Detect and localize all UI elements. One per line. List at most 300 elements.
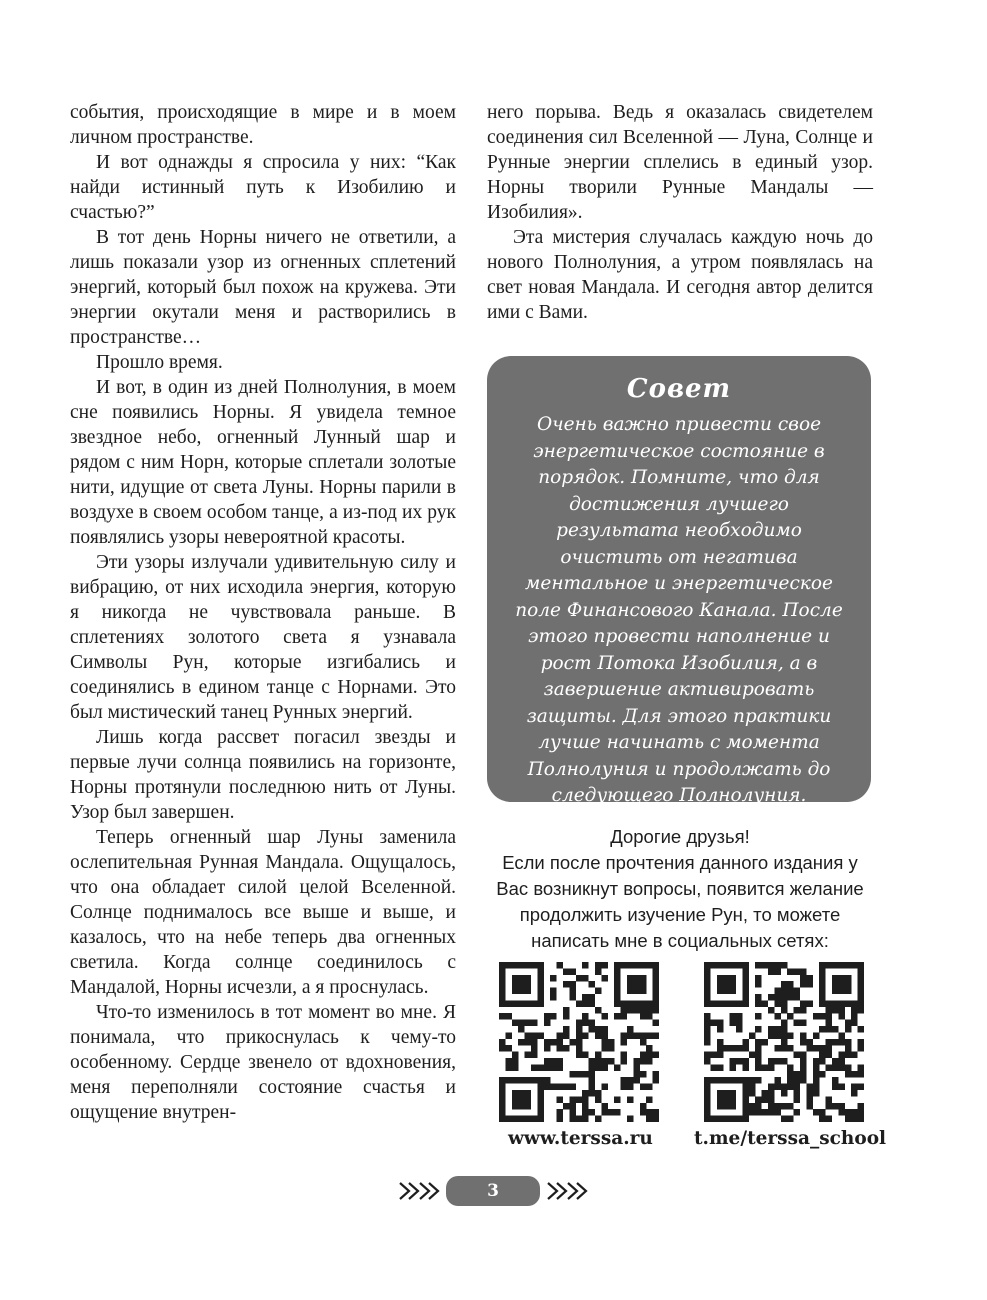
- qr-module: [704, 1013, 711, 1020]
- qr-module: [832, 1084, 839, 1091]
- qr-module: [525, 981, 532, 988]
- qr-module: [730, 1116, 737, 1122]
- qr-module: [499, 1039, 506, 1046]
- tip-text: Очень важно привести свое энергетическое состояние в порядок. Помните, что для достижения лучшего результата необходимо очистить от негатива ментальное и энергетическое поле Финансового Канала. После этого провести наполнение и рост Потока Изобилия, а в завершение активировать защиты. Для этого практики лучше начинать с момента Полнолуния и продолжать до следующего Полнолуния.: [515, 414, 843, 806]
- qr-module: [512, 962, 519, 969]
- qr-module: [646, 1109, 653, 1116]
- telegram-link[interactable]: t.me/terssa_school: [694, 1128, 887, 1149]
- qr-module: [512, 1052, 519, 1059]
- qr-module: [781, 1103, 788, 1110]
- qr-module: [845, 1039, 852, 1046]
- qr-module: [627, 1032, 634, 1039]
- qr-module: [858, 1045, 864, 1052]
- qr-module: [614, 1013, 621, 1020]
- qr-module: [557, 1096, 564, 1103]
- qr-module: [589, 1109, 596, 1116]
- qr-module: [717, 975, 724, 982]
- qr-module: [858, 1026, 864, 1033]
- qr-module: [730, 1096, 737, 1103]
- qr-module: [569, 981, 576, 988]
- qr-module: [601, 1084, 608, 1091]
- qr-module: [794, 1096, 801, 1103]
- qr-module: [499, 1013, 506, 1020]
- qr-module: [755, 1103, 762, 1110]
- qr-module: [525, 1000, 532, 1007]
- qr-module: [813, 1032, 820, 1039]
- qr-module: [781, 1039, 788, 1046]
- qr-module: [525, 975, 532, 982]
- qr-module: [614, 981, 621, 988]
- qr-module: [774, 988, 781, 995]
- qr-module: [813, 1064, 820, 1071]
- qr-module: [858, 975, 864, 982]
- qr-module: [595, 1032, 602, 1039]
- qr-module: [826, 1020, 833, 1027]
- qr-module: [717, 1116, 724, 1122]
- qr-module: [723, 1096, 730, 1103]
- qr-module: [582, 1052, 589, 1059]
- qr-module: [525, 1032, 532, 1039]
- qr-module: [653, 962, 659, 969]
- qr-module: [781, 1007, 788, 1014]
- qr-module: [742, 1116, 749, 1122]
- qr-module: [787, 1071, 794, 1078]
- qr-module: [742, 968, 749, 975]
- qr-module: [646, 962, 653, 969]
- paragraph: Прошло время.: [96, 352, 223, 373]
- qr-module: [838, 1052, 845, 1059]
- qr-module: [794, 1020, 801, 1027]
- qr-module: [627, 988, 634, 995]
- qr-module: [851, 962, 858, 969]
- qr-module: [640, 1032, 647, 1039]
- qr-module: [755, 1052, 762, 1059]
- qr-module: [627, 1026, 634, 1033]
- qr-module: [787, 994, 794, 1001]
- qr-module: [794, 1071, 801, 1078]
- qr-module: [794, 994, 801, 1001]
- qr-module: [800, 968, 807, 975]
- contact-block: [487, 824, 873, 954]
- qr-module: [704, 1052, 711, 1059]
- qr-module: [755, 1096, 762, 1103]
- qr-module: [640, 1013, 647, 1020]
- qr-module: [826, 1096, 833, 1103]
- qr-module: [518, 962, 525, 969]
- qr-module: [704, 994, 711, 1001]
- qr-module: [736, 1116, 743, 1122]
- qr-module: [512, 1020, 519, 1027]
- qr-module: [826, 1064, 833, 1071]
- qr-module: [704, 1090, 711, 1097]
- qr-module: [800, 975, 807, 982]
- qr-module: [774, 1013, 781, 1020]
- qr-module: [512, 975, 519, 982]
- qr-module: [589, 1020, 596, 1027]
- qr-module: [845, 1052, 852, 1059]
- qr-module: [858, 1039, 864, 1046]
- website-link[interactable]: www.terssa.ru: [508, 1128, 653, 1149]
- qr-module: [518, 1103, 525, 1110]
- qr-module: [742, 1096, 749, 1103]
- qr-module: [755, 1077, 762, 1084]
- qr-module: [499, 968, 506, 975]
- qr-module: [531, 1039, 538, 1046]
- qr-module: [531, 1020, 538, 1027]
- qr-module: [576, 975, 583, 982]
- qr-module: [845, 1071, 852, 1078]
- qr-module: [576, 1116, 583, 1122]
- qr-module: [544, 1077, 551, 1084]
- qr-module: [787, 1084, 794, 1091]
- tip-box: [487, 356, 871, 806]
- qr-module: [742, 994, 749, 1001]
- qr-module: [845, 962, 852, 969]
- double-chevron-ornament-icon: [546, 1180, 588, 1202]
- qr-module: [589, 1071, 596, 1078]
- qr-module: [858, 968, 864, 975]
- qr-module: [730, 1020, 737, 1027]
- qr-module: [717, 1077, 724, 1084]
- qr-module: [768, 994, 775, 1001]
- qr-module: [826, 1103, 833, 1110]
- qr-module: [768, 1032, 775, 1039]
- qr-module: [537, 962, 544, 969]
- qr-module: [640, 1109, 647, 1116]
- qr-module: [736, 1026, 743, 1033]
- qr-module: [601, 962, 608, 969]
- qr-module: [544, 1045, 551, 1052]
- qr-module: [755, 1058, 762, 1065]
- qr-module: [794, 1007, 801, 1014]
- qr-module: [819, 1026, 826, 1033]
- qr-module: [819, 1109, 826, 1116]
- qr-module: [704, 1058, 711, 1065]
- qr-module: [781, 1090, 788, 1097]
- qr-module: [569, 988, 576, 995]
- qr-module: [736, 1077, 743, 1084]
- qr-module: [614, 1064, 621, 1071]
- qr-module: [653, 988, 659, 995]
- qr-module: [826, 1045, 833, 1052]
- qr-module: [819, 962, 826, 969]
- qr-module: [621, 1052, 628, 1059]
- qr-module: [781, 962, 788, 969]
- qr-module: [845, 1020, 852, 1027]
- qr-module: [704, 1039, 711, 1046]
- qr-module: [851, 1084, 858, 1091]
- qr-module: [704, 1109, 711, 1116]
- qr-module: [768, 1084, 775, 1091]
- qr-module: [576, 1000, 583, 1007]
- qr-module: [838, 1058, 845, 1065]
- qr-module: [640, 975, 647, 982]
- qr-code-website: [499, 962, 659, 1122]
- qr-module: [826, 1052, 833, 1059]
- qr-module: [640, 1039, 647, 1046]
- qr-module: [787, 968, 794, 975]
- qr-module: [563, 1013, 570, 1020]
- qr-module: [768, 962, 775, 969]
- qr-module: [710, 1116, 717, 1122]
- qr-module: [851, 1007, 858, 1014]
- qr-module: [518, 1026, 525, 1033]
- qr-module: [569, 1103, 576, 1110]
- qr-module: [569, 1096, 576, 1103]
- qr-module: [595, 1096, 602, 1103]
- qr-module: [762, 1109, 769, 1116]
- qr-module: [608, 1045, 615, 1052]
- qr-module: [832, 962, 839, 969]
- qr-module: [537, 1032, 544, 1039]
- qr-module: [717, 962, 724, 969]
- qr-module: [717, 1064, 724, 1071]
- qr-module: [838, 1013, 845, 1020]
- qr-module: [582, 1096, 589, 1103]
- qr-module: [858, 1071, 864, 1078]
- qr-module: [755, 994, 762, 1001]
- qr-module: [621, 1084, 628, 1091]
- qr-module: [537, 1096, 544, 1103]
- qr-module: [838, 981, 845, 988]
- qr-module: [640, 962, 647, 969]
- qr-module: [768, 1103, 775, 1110]
- qr-module: [749, 1090, 756, 1097]
- qr-module: [704, 1020, 711, 1027]
- qr-module: [582, 975, 589, 982]
- qr-module: [544, 1064, 551, 1071]
- qr-module: [755, 1013, 762, 1020]
- qr-module: [582, 1071, 589, 1078]
- qr-module: [518, 1116, 525, 1122]
- qr-module: [614, 994, 621, 1001]
- qr-module: [858, 981, 864, 988]
- qr-module: [627, 1084, 634, 1091]
- qr-module: [601, 1058, 608, 1065]
- qr-module: [749, 1084, 756, 1091]
- qr-module: [845, 1045, 852, 1052]
- qr-module: [525, 1090, 532, 1097]
- qr-module: [717, 1026, 724, 1033]
- qr-module: [653, 1032, 659, 1039]
- qr-module: [806, 1096, 813, 1103]
- qr-module: [633, 1064, 640, 1071]
- qr-module: [838, 1039, 845, 1046]
- qr-module: [544, 1039, 551, 1046]
- qr-module: [653, 968, 659, 975]
- qr-module: [544, 1020, 551, 1027]
- qr-module: [774, 1103, 781, 1110]
- qr-module: [755, 1026, 762, 1033]
- qr-module: [537, 1077, 544, 1084]
- qr-module: [781, 1000, 788, 1007]
- qr-module: [717, 1000, 724, 1007]
- qr-module: [563, 1084, 570, 1091]
- qr-module: [813, 1013, 820, 1020]
- qr-module: [550, 1013, 557, 1020]
- qr-module: [794, 1084, 801, 1091]
- qr-module: [794, 988, 801, 995]
- qr-module: [614, 975, 621, 982]
- qr-module: [730, 1045, 737, 1052]
- qr-code-website-image: [499, 962, 659, 1122]
- qr-module: [794, 1052, 801, 1059]
- qr-module: [544, 1084, 551, 1091]
- qr-module: [512, 981, 519, 988]
- qr-module: [627, 962, 634, 969]
- qr-module: [601, 975, 608, 982]
- qr-module: [723, 962, 730, 969]
- qr-module: [589, 1090, 596, 1097]
- qr-module: [826, 1116, 833, 1122]
- qr-module: [832, 1026, 839, 1033]
- qr-module: [512, 1096, 519, 1103]
- qr-module: [710, 1064, 717, 1071]
- qr-module: [742, 962, 749, 969]
- qr-module: [858, 1116, 864, 1122]
- qr-module: [582, 1020, 589, 1027]
- qr-module: [826, 1039, 833, 1046]
- qr-module: [601, 1032, 608, 1039]
- qr-module: [845, 1000, 852, 1007]
- qr-module: [813, 1077, 820, 1084]
- qr-module: [774, 968, 781, 975]
- qr-module: [557, 1039, 564, 1046]
- qr-module: [499, 981, 506, 988]
- paragraph: него порыва. Ведь я оказалась свидетелем соединения сил Вселенной — Луна, Солнце и Рунные энергии сплелись в единый узор. Норны творили Рунные Мандалы — Изобилия».: [487, 102, 873, 223]
- qr-module: [851, 1052, 858, 1059]
- qr-module: [723, 1045, 730, 1052]
- qr-module: [531, 1077, 538, 1084]
- qr-module: [781, 994, 788, 1001]
- qr-module: [518, 1039, 525, 1046]
- qr-module: [781, 1084, 788, 1091]
- qr-module: [742, 1064, 749, 1071]
- qr-module: [614, 988, 621, 995]
- qr-module: [512, 1000, 519, 1007]
- qr-module: [582, 1090, 589, 1097]
- qr-module: [550, 1058, 557, 1065]
- qr-module: [499, 988, 506, 995]
- qr-module: [838, 1103, 845, 1110]
- qr-module: [838, 1007, 845, 1014]
- qr-module: [742, 1103, 749, 1110]
- qr-module: [742, 975, 749, 982]
- qr-module: [736, 1058, 743, 1065]
- qr-module: [646, 1045, 653, 1052]
- qr-module: [537, 981, 544, 988]
- qr-module: [550, 1084, 557, 1091]
- qr-module: [838, 1032, 845, 1039]
- qr-module: [774, 1084, 781, 1091]
- qr-module: [717, 988, 724, 995]
- qr-module: [531, 1032, 538, 1039]
- qr-module: [704, 1096, 711, 1103]
- qr-module: [845, 975, 852, 982]
- qr-module: [531, 1045, 538, 1052]
- qr-module: [717, 981, 724, 988]
- qr-module: [838, 1084, 845, 1091]
- qr-module: [845, 1064, 852, 1071]
- qr-module: [845, 1116, 852, 1122]
- qr-module: [505, 1116, 512, 1122]
- qr-module: [499, 1077, 506, 1084]
- qr-module: [858, 1109, 864, 1116]
- qr-module: [544, 1013, 551, 1020]
- qr-module: [851, 1020, 858, 1027]
- qr-module: [537, 1103, 544, 1110]
- qr-module: [781, 981, 788, 988]
- qr-module: [826, 1000, 833, 1007]
- qr-module: [851, 1071, 858, 1078]
- qr-module: [762, 1090, 769, 1097]
- qr-module: [832, 1039, 839, 1046]
- qr-module: [845, 1026, 852, 1033]
- qr-module: [646, 1013, 653, 1020]
- qr-module: [819, 968, 826, 975]
- qr-module: [633, 1071, 640, 1078]
- qr-module: [499, 1000, 506, 1007]
- qr-module: [537, 1109, 544, 1116]
- qr-module: [537, 994, 544, 1001]
- qr-module: [819, 988, 826, 995]
- qr-module: [576, 1045, 583, 1052]
- qr-module: [646, 1058, 653, 1065]
- qr-module: [749, 1103, 756, 1110]
- qr-module: [505, 1045, 512, 1052]
- qr-module: [640, 1071, 647, 1078]
- qr-module: [640, 1007, 647, 1014]
- qr-module: [762, 1039, 769, 1046]
- qr-module: [525, 1103, 532, 1110]
- qr-module: [755, 1109, 762, 1116]
- qr-module: [557, 1084, 564, 1091]
- qr-module: [806, 1103, 813, 1110]
- qr-module: [768, 1058, 775, 1065]
- qr-module: [537, 1000, 544, 1007]
- qr-module: [858, 962, 864, 969]
- qr-module: [499, 1045, 506, 1052]
- qr-module: [518, 975, 525, 982]
- qr-module: [819, 1013, 826, 1020]
- qr-module: [704, 1026, 711, 1033]
- qr-module: [742, 1084, 749, 1091]
- qr-module: [512, 1103, 519, 1110]
- qr-module: [774, 1032, 781, 1039]
- qr-module: [851, 1000, 858, 1007]
- qr-module: [781, 1026, 788, 1033]
- qr-module: [832, 1103, 839, 1110]
- qr-module: [730, 981, 737, 988]
- qr-module: [531, 1052, 538, 1059]
- qr-module: [589, 1026, 596, 1033]
- qr-module: [768, 1064, 775, 1071]
- qr-module: [736, 1000, 743, 1007]
- qr-module: [838, 962, 845, 969]
- paragraph: И вот, в один из дней Полнолуния, в моем сне появились Норны. Я увидела темное звездное небо, огненный Лунный шар и рядом с ним Норн, которые сплетали золотые нити, идущие от света Луны. Норны парили в воздухе в своем особом танце, а из-под их рук появлялись узоры невероятной красоты.: [70, 377, 456, 548]
- qr-module: [819, 1052, 826, 1059]
- qr-module: [704, 968, 711, 975]
- page-footer: [398, 1176, 588, 1206]
- qr-module: [858, 1064, 864, 1071]
- qr-module: [563, 1045, 570, 1052]
- qr-module: [531, 1064, 538, 1071]
- qr-module: [525, 1096, 532, 1103]
- qr-module: [595, 1026, 602, 1033]
- double-chevron-ornament-icon: [398, 1180, 440, 1202]
- qr-module: [621, 962, 628, 969]
- qr-module: [627, 1116, 634, 1122]
